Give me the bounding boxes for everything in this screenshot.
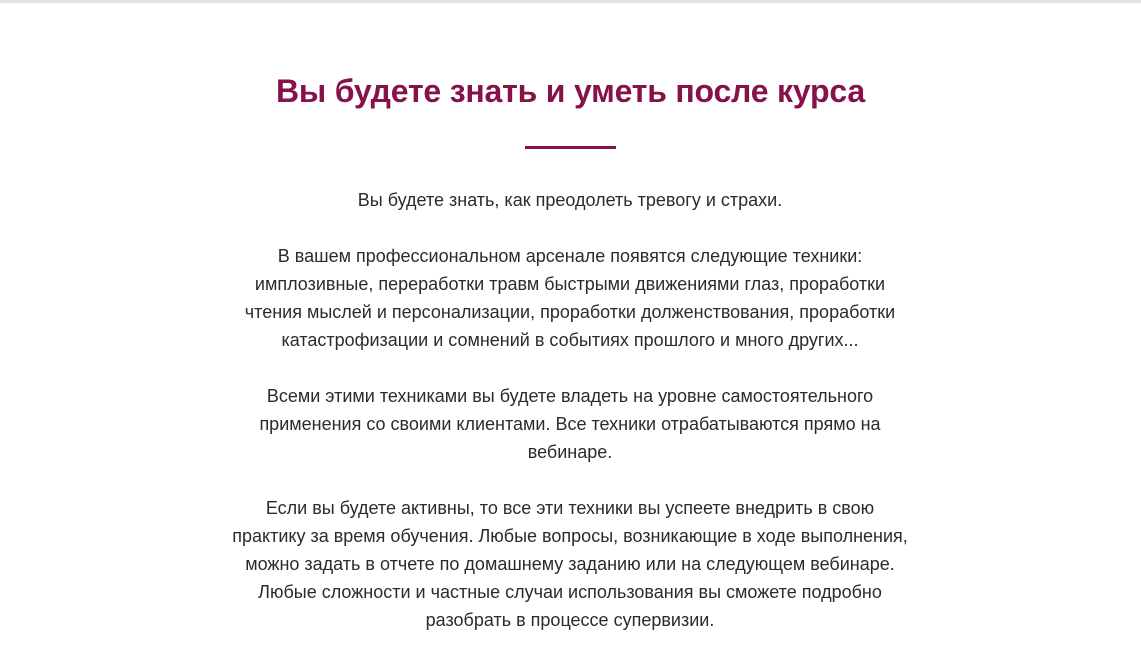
paragraph-self-application bbox=[220, 382, 920, 466]
paragraph-techniques bbox=[220, 242, 920, 354]
paragraph-practice-supervision bbox=[220, 494, 920, 634]
paragraph-line: вебинаре. bbox=[527, 442, 613, 462]
paragraph-line: катастрофизации и сомнений в событиях прошлого и много других... bbox=[281, 330, 859, 350]
paragraph-line: можно задать в отчете по домашнему заданию или на следующем вебинаре. bbox=[245, 554, 895, 574]
paragraph-line: Если вы будете активны, то все эти техники вы успеете внедрить в свою bbox=[265, 498, 875, 518]
section-title: Вы будете знать и уметь после курса bbox=[276, 73, 865, 109]
paragraph-line: Любые сложности и частные случаи использования вы сможете подробно bbox=[258, 582, 882, 602]
paragraph-line: Вы будете знать, как преодолеть тревогу и страхи. bbox=[357, 190, 783, 210]
paragraph-line: имплозивные, переработки травм быстрыми движениями глаз, проработки bbox=[254, 274, 886, 294]
paragraph-line: практику за время обучения. Любые вопросы, возникающие в ходе выполнения, bbox=[232, 526, 908, 546]
paragraph-line: Всеми этими техниками вы будете владеть на уровне самостоятельного bbox=[266, 386, 874, 406]
paragraph-line: В вашем профессиональном арсенале появятся следующие техники: bbox=[277, 246, 863, 266]
paragraph-line: применения со своими клиентами. Все техники отрабатываются прямо на bbox=[259, 414, 881, 434]
title-underline bbox=[525, 146, 616, 149]
paragraph-line: разобрать в процессе супервизии. bbox=[425, 610, 715, 630]
paragraph-fears bbox=[220, 186, 920, 214]
paragraph-line: чтения мыслей и персонализации, проработки долженствования, проработки bbox=[244, 302, 896, 322]
